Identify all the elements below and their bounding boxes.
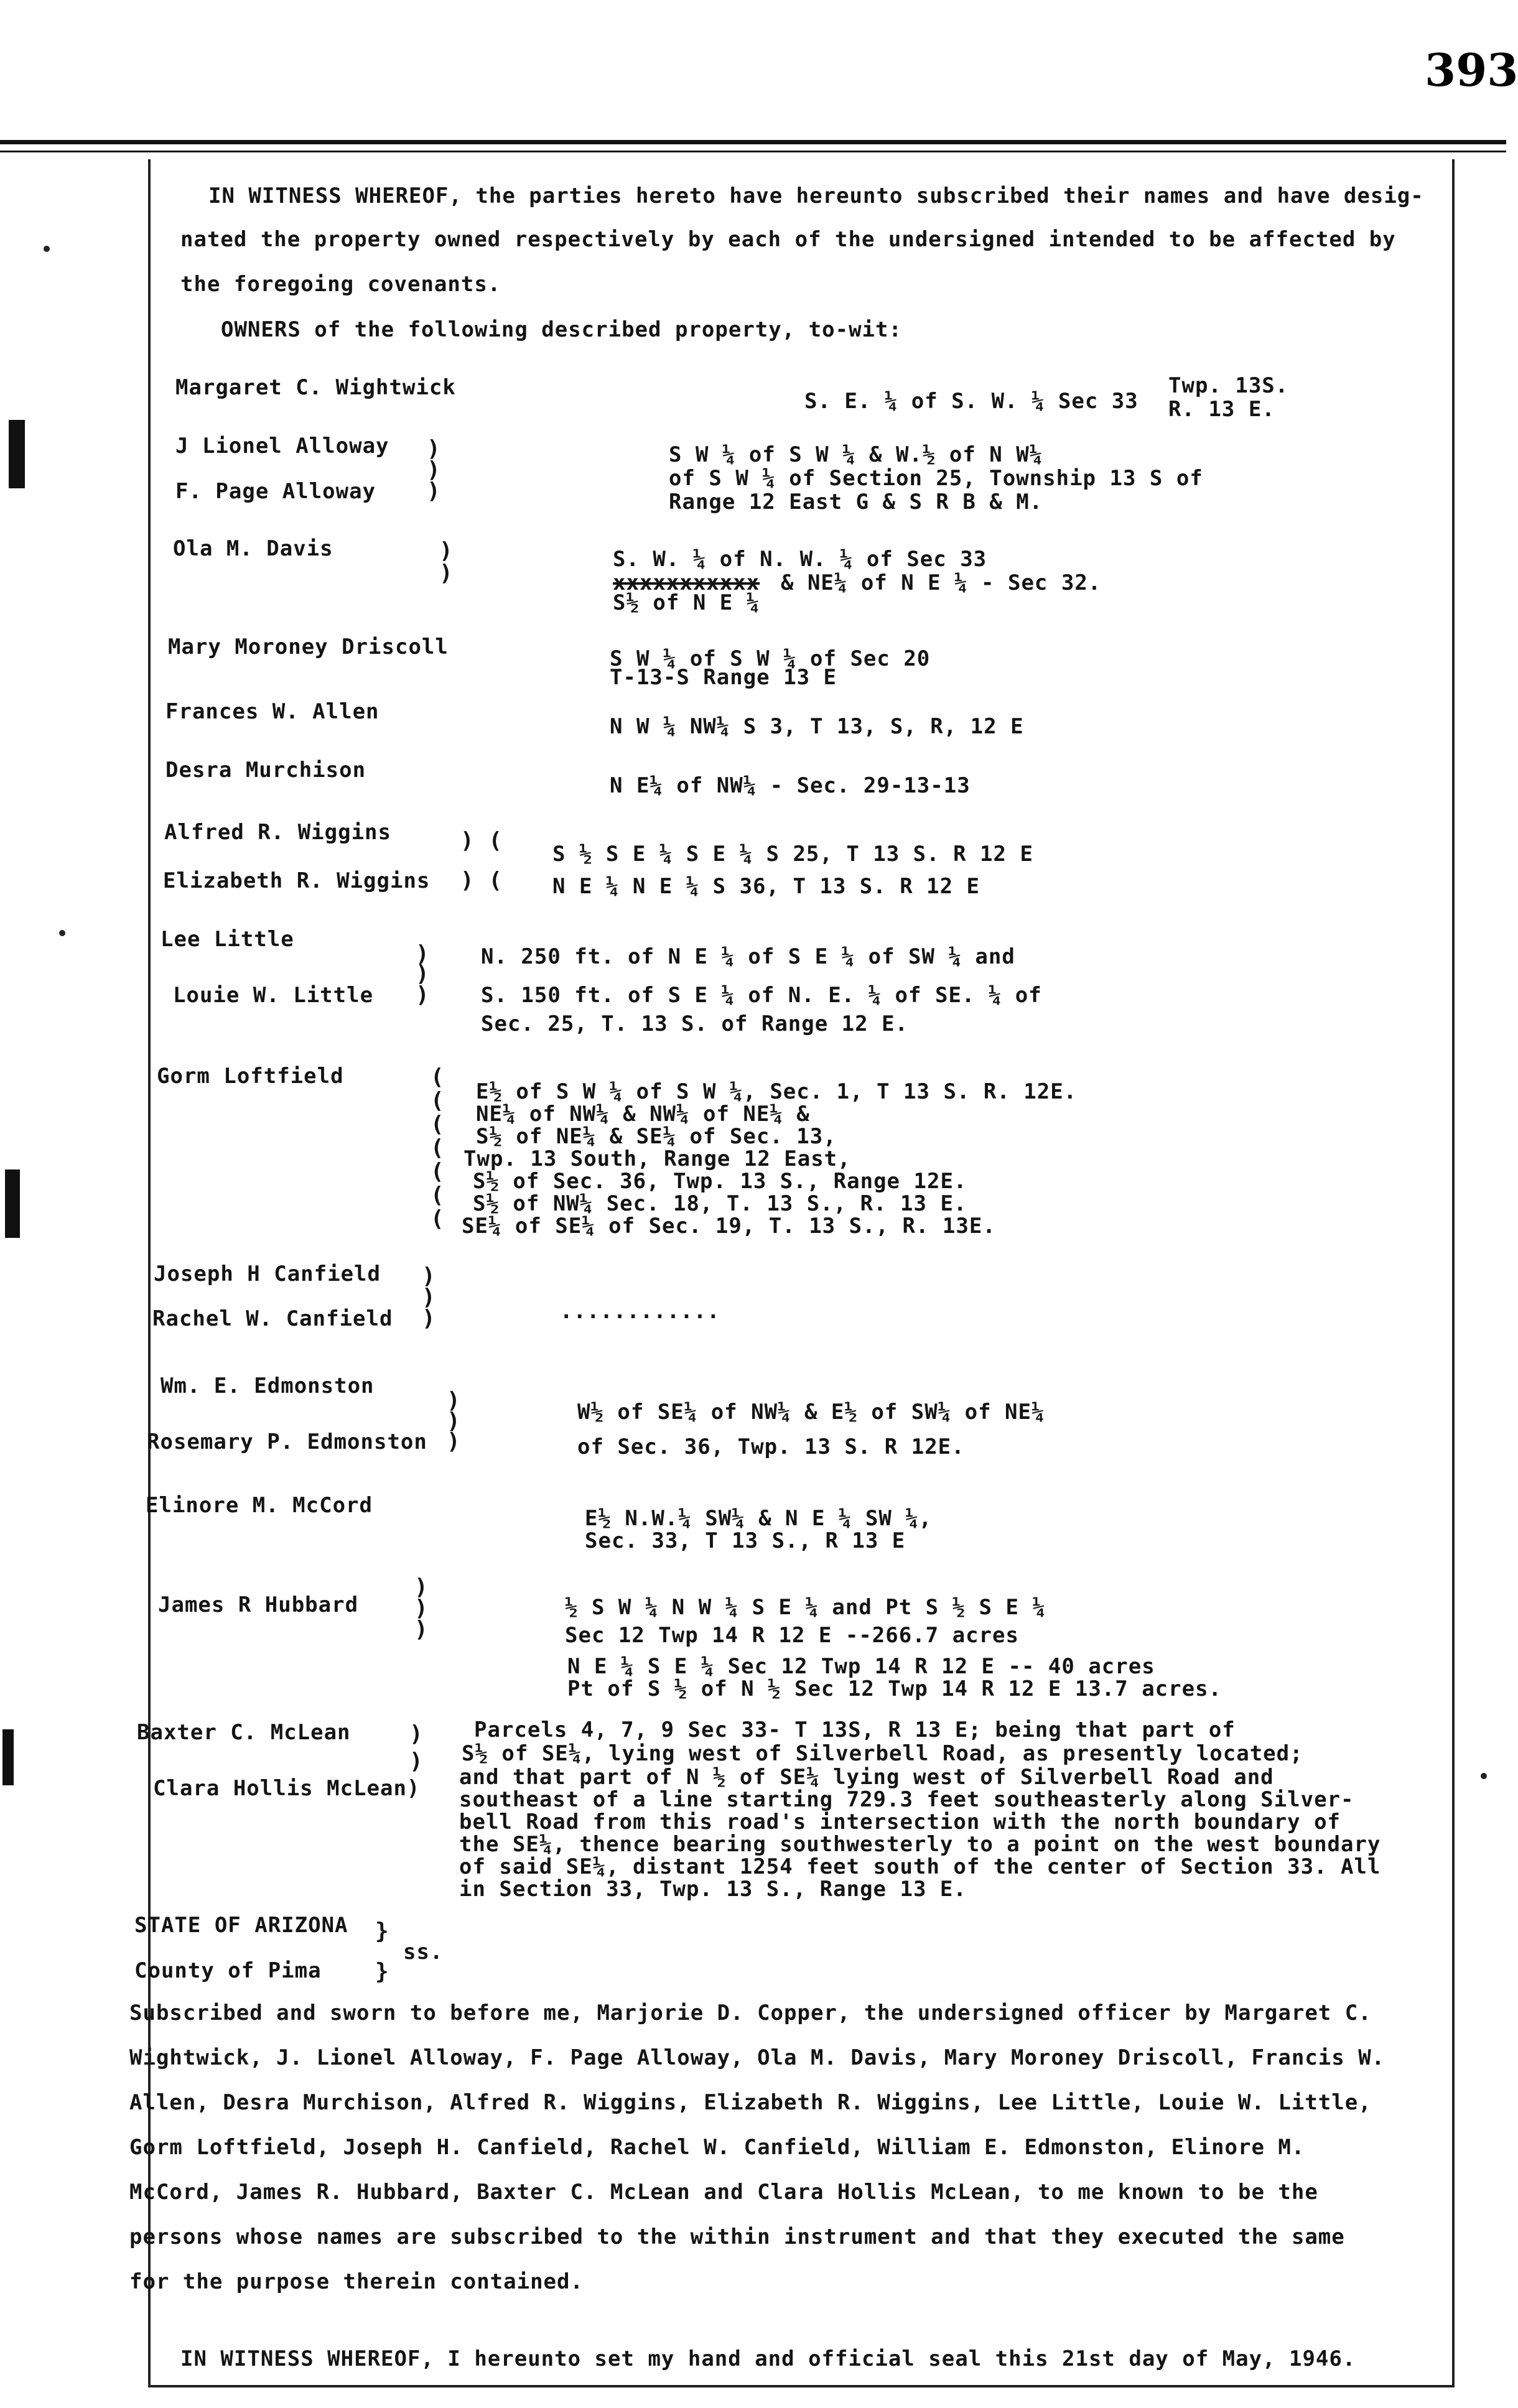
brace: ( <box>431 1206 445 1232</box>
property-description: of S W ¼ of Section 25, Township 13 S of <box>669 466 1203 491</box>
property-description: in Section 33, Twp. 13 S., Range 13 E. <box>459 1877 967 1902</box>
brace: ( <box>431 1088 445 1113</box>
margin-dot <box>44 246 50 252</box>
struck-text: xxxxxxxxxxx <box>613 570 760 595</box>
brace: ) <box>447 1388 461 1413</box>
brace: ) <box>414 1617 429 1642</box>
property-description: N E ¼ S E ¼ Sec 12 Twp 14 R 12 E -- 40 acres <box>567 1654 1155 1679</box>
property-description: N E¼ of NW¼ - Sec. 29-13-13 <box>610 773 971 798</box>
owner-name: Baxter C. McLean <box>137 1720 351 1745</box>
property-description: of Sec. 36, Twp. 13 S. R 12E. <box>577 1434 965 1459</box>
property-description: R. 13 E. <box>1168 397 1275 422</box>
property-description: and that part of N ½ of SE¼ lying west of Silverbell Road and <box>459 1765 1274 1790</box>
property-description: T-13-S Range 13 E <box>610 665 837 690</box>
property-description: S½ of SE¼, lying west of Silverbell Road, as presently located; <box>462 1741 1303 1766</box>
margin-dot <box>1481 1773 1487 1779</box>
owner-name: Alfred R. Wiggins <box>164 820 391 845</box>
owner-name: James R Hubbard <box>158 1592 359 1617</box>
margin-mark <box>9 420 25 488</box>
property-description: Range 12 East G & S R B & M. <box>669 490 1043 514</box>
owner-name: Desra Murchison <box>165 758 366 783</box>
venue-state: STATE OF ARIZONA <box>134 1913 348 1938</box>
brace: ) <box>427 436 441 462</box>
header-rule-thin <box>0 151 1506 152</box>
property-description: southeast of a line starting 729.3 feet southeasterly along Silver- <box>459 1787 1354 1812</box>
brace: ) <box>439 538 454 564</box>
property-description: of said SE¼, distant 1254 feet south of the center of Section 33. All <box>459 1854 1381 1879</box>
property-description: Pt of S ½ of N ½ Sec 12 Twp 14 R 12 E 13.7 acres. <box>567 1676 1222 1701</box>
owner-name: J Lionel Alloway <box>175 434 389 458</box>
brace: } <box>375 1959 389 1984</box>
brace: ) <box>416 941 430 967</box>
owner-name: Ola M. Davis <box>173 536 333 561</box>
brace: ) ( <box>460 868 503 893</box>
margin-dot <box>59 930 65 936</box>
owner-name: Wm. E. Edmonston <box>161 1374 375 1398</box>
property-description: the SE¼, thence bearing southwesterly to a point on the west boundary <box>459 1832 1381 1857</box>
property-description: ½ S W ¼ N W ¼ S E ¼ and Pt S ½ S E ¼ <box>565 1595 1046 1620</box>
owners-heading: OWNERS of the following described property, to-wit: <box>221 317 902 342</box>
page-number: 393 <box>1425 44 1518 96</box>
property-description: bell Road from this road's intersection with the north boundary of <box>459 1810 1341 1834</box>
property-description: N E ¼ N E ¼ S 36, T 13 S. R 12 E <box>552 874 980 899</box>
property-description: W½ of SE¼ of NW¼ & E½ of SW¼ of NE¼ <box>577 1400 1045 1425</box>
witness-intro-line: IN WITNESS WHEREOF, the parties hereto have hereunto subscribed their names and have desig- <box>208 184 1424 208</box>
owner-name: Elizabeth R. Wiggins <box>163 868 431 893</box>
owner-name: Lee Little <box>161 927 294 952</box>
brace: ( <box>431 1135 445 1161</box>
owner-name: Frances W. Allen <box>165 699 380 724</box>
brace: ( <box>431 1112 445 1137</box>
property-description: ............ <box>560 1299 720 1324</box>
property-description: Sec. 25, T. 13 S. of Range 12 E. <box>481 1011 909 1036</box>
brace: ) <box>427 478 441 504</box>
brace: ) ( <box>460 828 503 853</box>
closing-statement: IN WITNESS WHEREOF, I hereunto set my hand and official seal this 21st day of May, 1946. <box>180 2346 1356 2371</box>
property-description: NE¼ of NW¼ & NW¼ of NE¼ & <box>476 1102 810 1127</box>
property-description: E½ N.W.¼ SW¼ & N E ¼ SW ¼, <box>585 1506 933 1531</box>
brace: ) <box>422 1263 436 1289</box>
property-description: E½ of S W ¼ of S W ¼, Sec. 1, T 13 S. R. 12E. <box>476 1079 1078 1104</box>
owner-name: F. Page Alloway <box>175 479 376 504</box>
owner-name: Rachel W. Canfield <box>152 1306 393 1331</box>
margin-mark <box>5 1169 20 1238</box>
property-description: S½ of NW¼ Sec. 18, T. 13 S., R. 13 E. <box>473 1191 967 1216</box>
brace: ) <box>416 961 430 987</box>
property-description: Sec 12 Twp 14 R 12 E --266.7 acres <box>565 1623 1019 1648</box>
owner-name: Elinore M. McCord <box>146 1493 373 1518</box>
property-description: & NE¼ of N E ¼ - Sec 32. <box>781 570 1102 595</box>
brace: ) <box>414 1574 429 1600</box>
property-description: Twp. 13 South, Range 12 East, <box>463 1146 851 1171</box>
brace: ( <box>431 1064 445 1090</box>
owner-name: Mary Moroney Driscoll <box>168 635 449 659</box>
brace: ) <box>414 1596 429 1621</box>
township-label: Twp. 13S. <box>1168 373 1289 398</box>
witness-intro-line: nated the property owned respectively by each of the undersigned intended to be affected by <box>180 227 1396 252</box>
venue-ss: ss. <box>403 1940 444 1964</box>
brace: ) <box>447 1429 461 1454</box>
property-description: N W ¼ NW¼ S 3, T 13, S, R, 12 E <box>610 714 1024 739</box>
property-description: Parcels 4, 7, 9 Sec 33- T 13S, R 13 E; being that part of <box>474 1718 1236 1742</box>
venue-county: County of Pima <box>134 1958 322 1983</box>
property-description: S. 150 ft. of S E ¼ of N. E. ¼ of SE. ¼ of <box>481 983 1042 1008</box>
owner-name: Joseph H Canfield <box>154 1262 381 1286</box>
witness-intro-line: the foregoing covenants. <box>180 272 501 297</box>
owner-name: Gorm Loftfield <box>157 1064 344 1089</box>
brace: ) <box>422 1285 436 1310</box>
property-description: Sec. 33, T 13 S., R 13 E <box>585 1528 906 1553</box>
property-description: S ½ S E ¼ S E ¼ S 25, T 13 S. R 12 E <box>552 842 1033 867</box>
property-description: S. E. ¼ of S. W. ¼ Sec 33 <box>804 389 1138 414</box>
brace: } <box>375 1918 389 1944</box>
brace: ) <box>447 1408 461 1434</box>
margin-mark <box>2 1729 14 1785</box>
brace: ) <box>422 1306 436 1331</box>
brace: ( <box>431 1159 445 1184</box>
brace: ) <box>439 560 454 586</box>
owner-name: Margaret C. Wightwick <box>175 375 456 400</box>
property-description: S½ of Sec. 36, Twp. 13 S., Range 12E. <box>473 1169 967 1194</box>
jurat-paragraph: Subscribed and sworn to before me, Marjorie D. Copper, the undersigned officer by Margaret C. Wightwick, J. Lionel Alloway, F. Page Alloway, Ola M. Davis, Mary Moroney Driscoll, Francis W. Allen, Desra Murchison, Alfred R. Wiggins, Elizabeth R. Wiggins, Lee Little, Louie W. Little, Gorm Loftfield, Joseph H. Canfield, Rachel W. Canfield, William E. Edmonston, Elinore M. McCord, James R. Hubbard, Baxter C. McLean and Clara Hollis McLean, to me known to be the persons whose names are subscribed to the within instrument and that they executed the same for the purpose therein contained. <box>129 2001 1385 2294</box>
brace: ) <box>427 457 441 483</box>
property-description: S W ¼ of S W ¼ of Sec 20 <box>610 646 931 671</box>
owner-name: Louie W. Little <box>173 983 374 1008</box>
header-rule <box>0 140 1506 144</box>
property-description: S. W. ¼ of N. W. ¼ of Sec 33 <box>613 547 987 572</box>
brace: ) <box>416 982 430 1008</box>
property-description: S½ of NE¼ & SE¼ of Sec. 13, <box>476 1124 837 1149</box>
property-description: N. 250 ft. of N E ¼ of S E ¼ of SW ¼ and <box>481 944 1015 969</box>
brace: ) <box>409 1721 424 1747</box>
brace: ) <box>409 1749 424 1774</box>
property-description: S W ¼ of S W ¼ & W.½ of N W¼ <box>669 442 1043 467</box>
owner-name: Clara Hollis McLean) <box>153 1776 421 1801</box>
property-description: S½ of N E ¼ <box>613 590 760 615</box>
property-description: SE¼ of SE¼ of Sec. 19, T. 13 S., R. 13E. <box>462 1214 996 1239</box>
brace: ( <box>431 1183 445 1208</box>
owner-name: Rosemary P. Edmonston <box>147 1429 427 1454</box>
